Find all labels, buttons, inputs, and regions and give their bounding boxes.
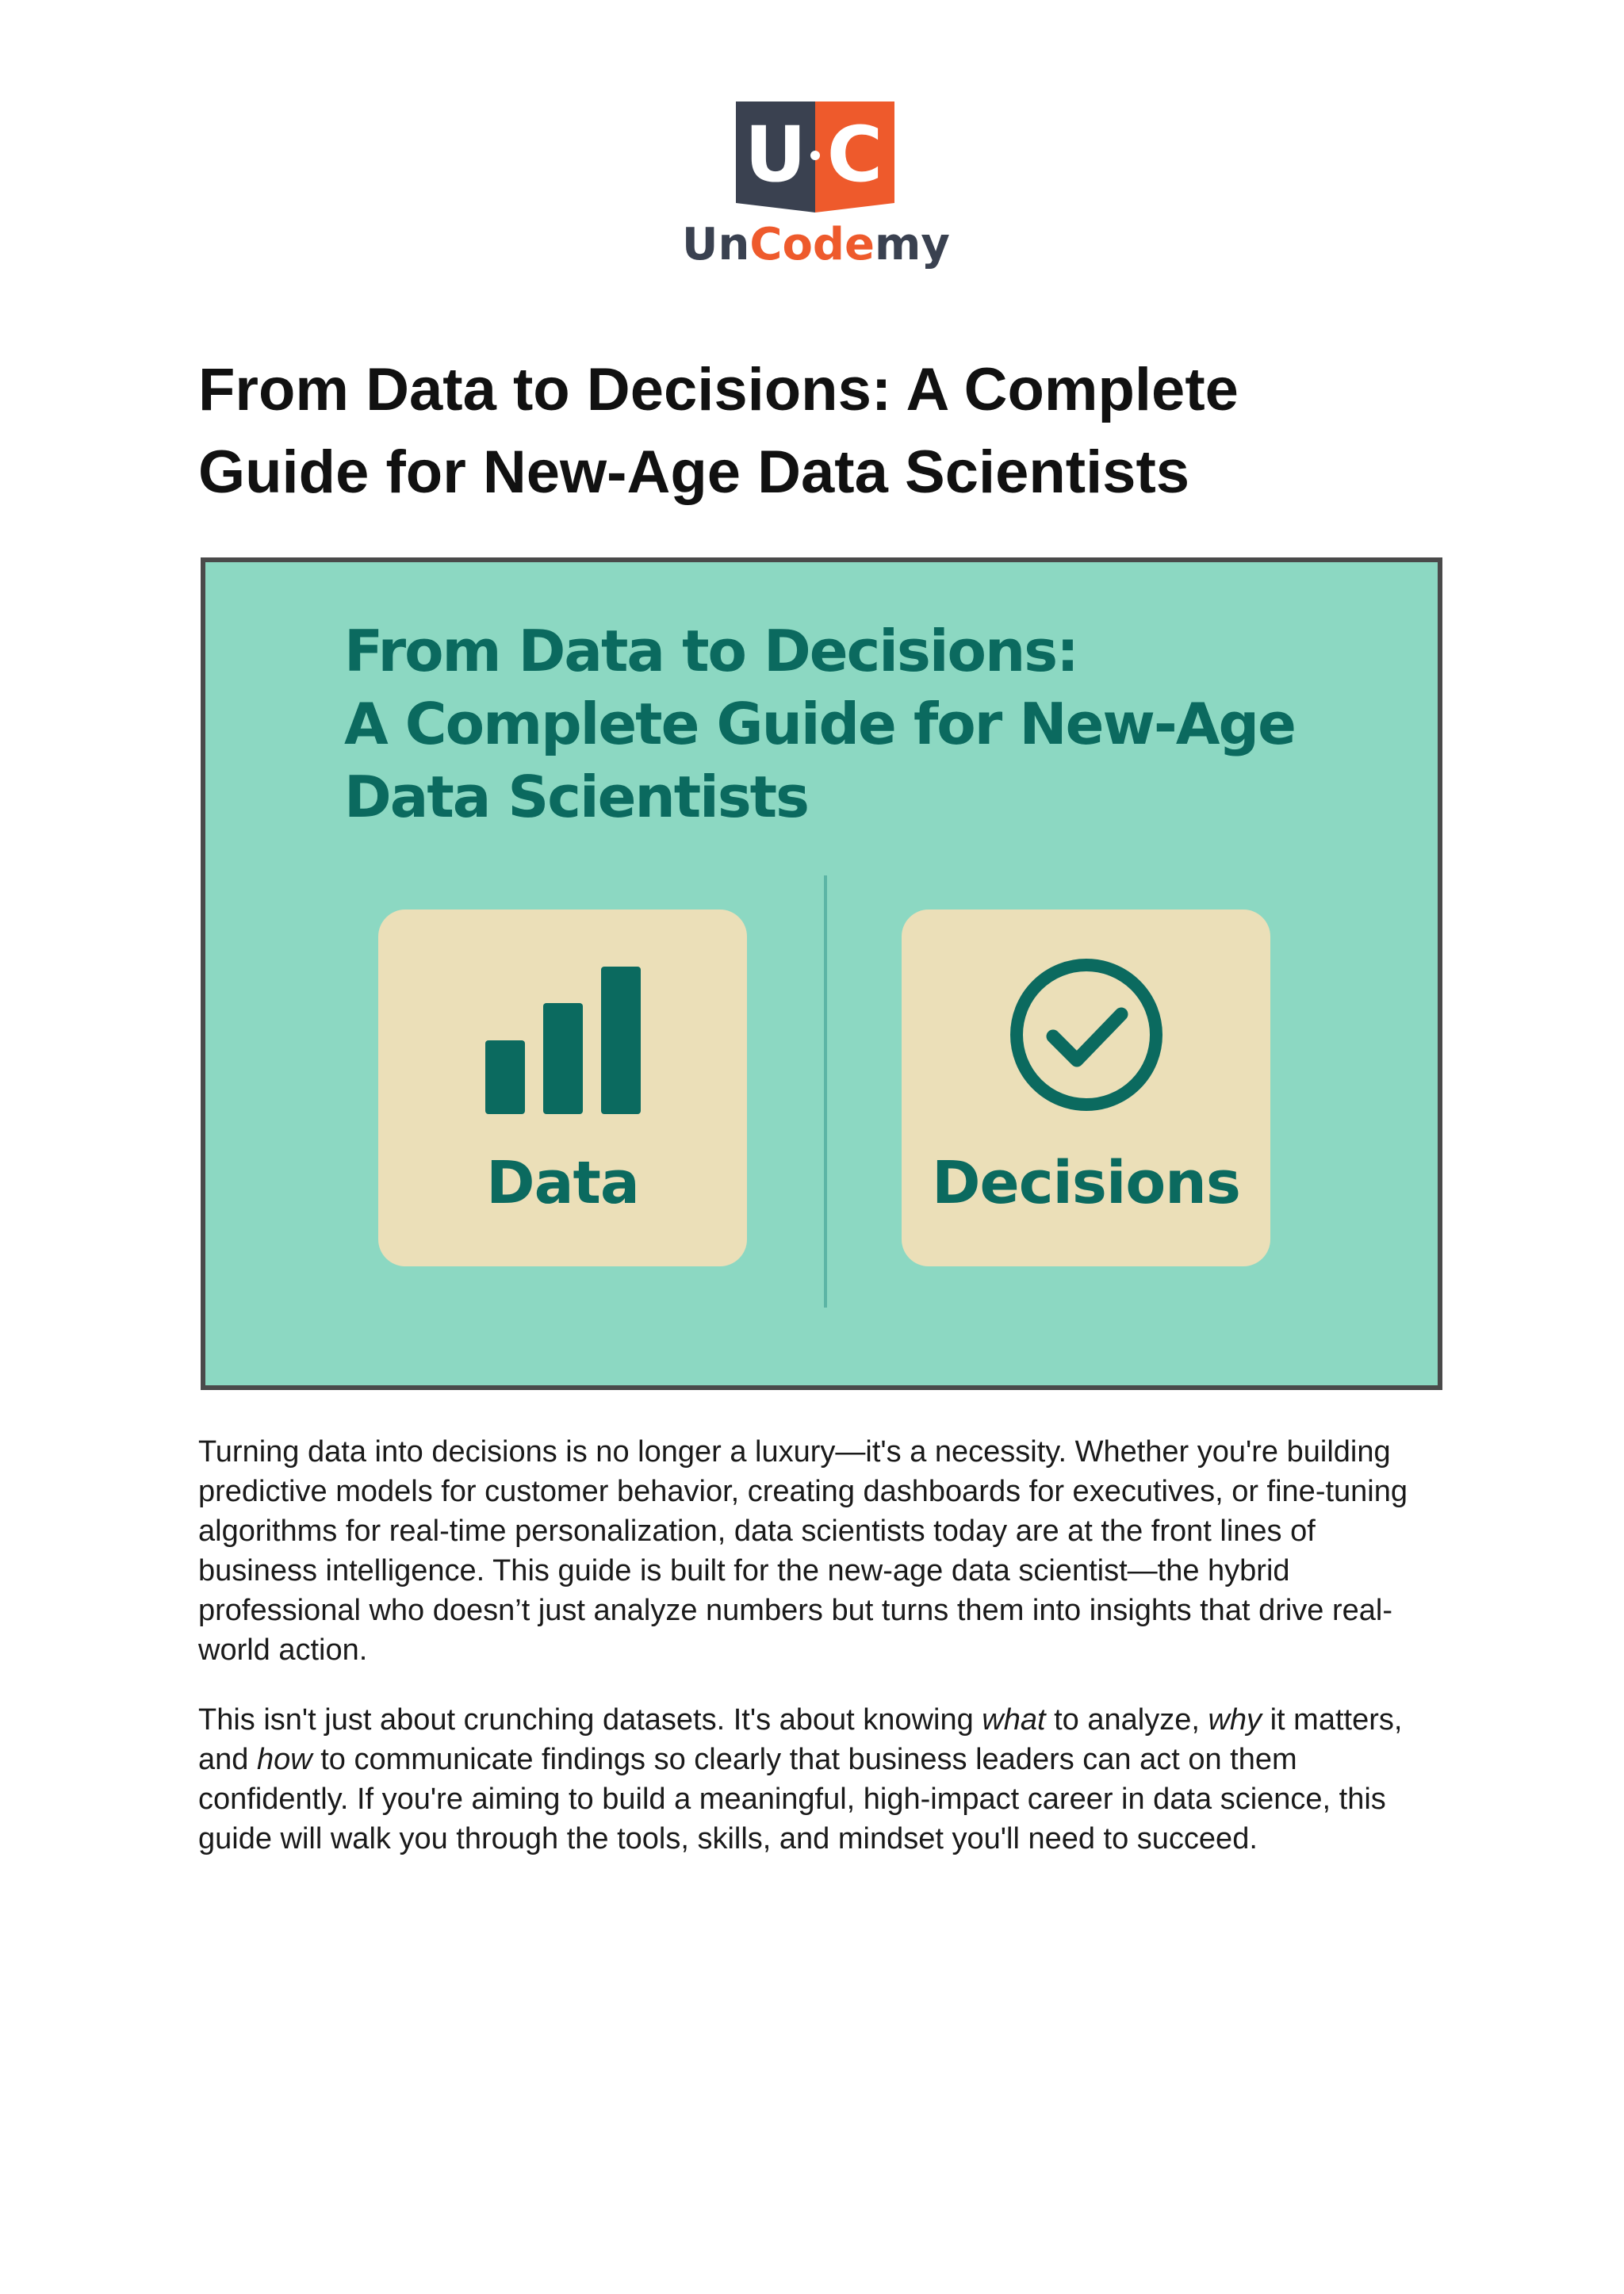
bar-chart-bar-2: [543, 1003, 583, 1114]
logo-word-un: Un: [682, 219, 750, 270]
paragraph-2-text: to analyze,: [1045, 1703, 1208, 1737]
banner-title-line-1: From Data to Decisions:: [344, 618, 1078, 684]
paragraph-2-text: to communicate findings so clearly that business leaders can act on them confidently. If you're aiming to build a meaningful, high-impact career in data science, this guide will walk you through the tools, skills, and mindset you'll need to succeed.: [198, 1743, 1386, 1855]
emphasis-how: how: [256, 1743, 312, 1776]
uncodemy-logo-mark: [736, 101, 894, 213]
decisions-card-label: Decisions: [932, 1149, 1240, 1217]
data-card-label: Data: [486, 1149, 639, 1217]
uncodemy-logo: [682, 101, 950, 272]
paragraph-2-text: This isn't just about crunching datasets. It's about knowing: [198, 1703, 982, 1737]
banner-divider: [824, 875, 827, 1308]
logo-word-code: Code: [749, 219, 875, 270]
decisions-card: [902, 910, 1270, 1266]
paragraph-1: Turning data into decisions is no longer a luxury—it's a necessity. Whether you're building predictive models for customer behavior, creating dashboards for executives, or fine-tuning algorithms for real-time personalization, data scientists today are at the front lines of business intelligence. This guide is built for the new-age data scientist—the hybrid professional who doesn’t just analyze numbers but turns them into insights that drive real-world action.: [198, 1435, 1408, 1667]
page-title: [198, 349, 1435, 514]
hero-banner: [201, 557, 1442, 1390]
logo-dot: [810, 151, 820, 160]
logo-word-my: my: [874, 219, 950, 270]
page-title-line-1: From Data to Decisions: A Complete: [198, 356, 1239, 423]
logo-letter-c: C: [826, 110, 883, 199]
check-circle-icon: [1007, 956, 1166, 1114]
page-title-line-2: Guide for New-Age Data Scientists: [198, 439, 1190, 506]
paragraph-2: [198, 1700, 1435, 1859]
emphasis-why: why: [1208, 1703, 1262, 1737]
banner-title-line-3: Data Scientists: [344, 764, 808, 830]
logo-letter-u: U: [745, 110, 806, 199]
banner-title-line-2: A Complete Guide for New-Age: [344, 691, 1295, 757]
article-body: [198, 1432, 1435, 1889]
logo-wordmark: [682, 219, 950, 271]
bar-chart-bar-1: [485, 1040, 525, 1114]
data-card: [378, 910, 747, 1266]
banner-title: [344, 615, 1375, 833]
paragraph-2-text: it matters, and: [198, 1703, 1403, 1776]
emphasis-what: what: [982, 1703, 1046, 1737]
bar-chart-bar-3: [601, 967, 641, 1114]
